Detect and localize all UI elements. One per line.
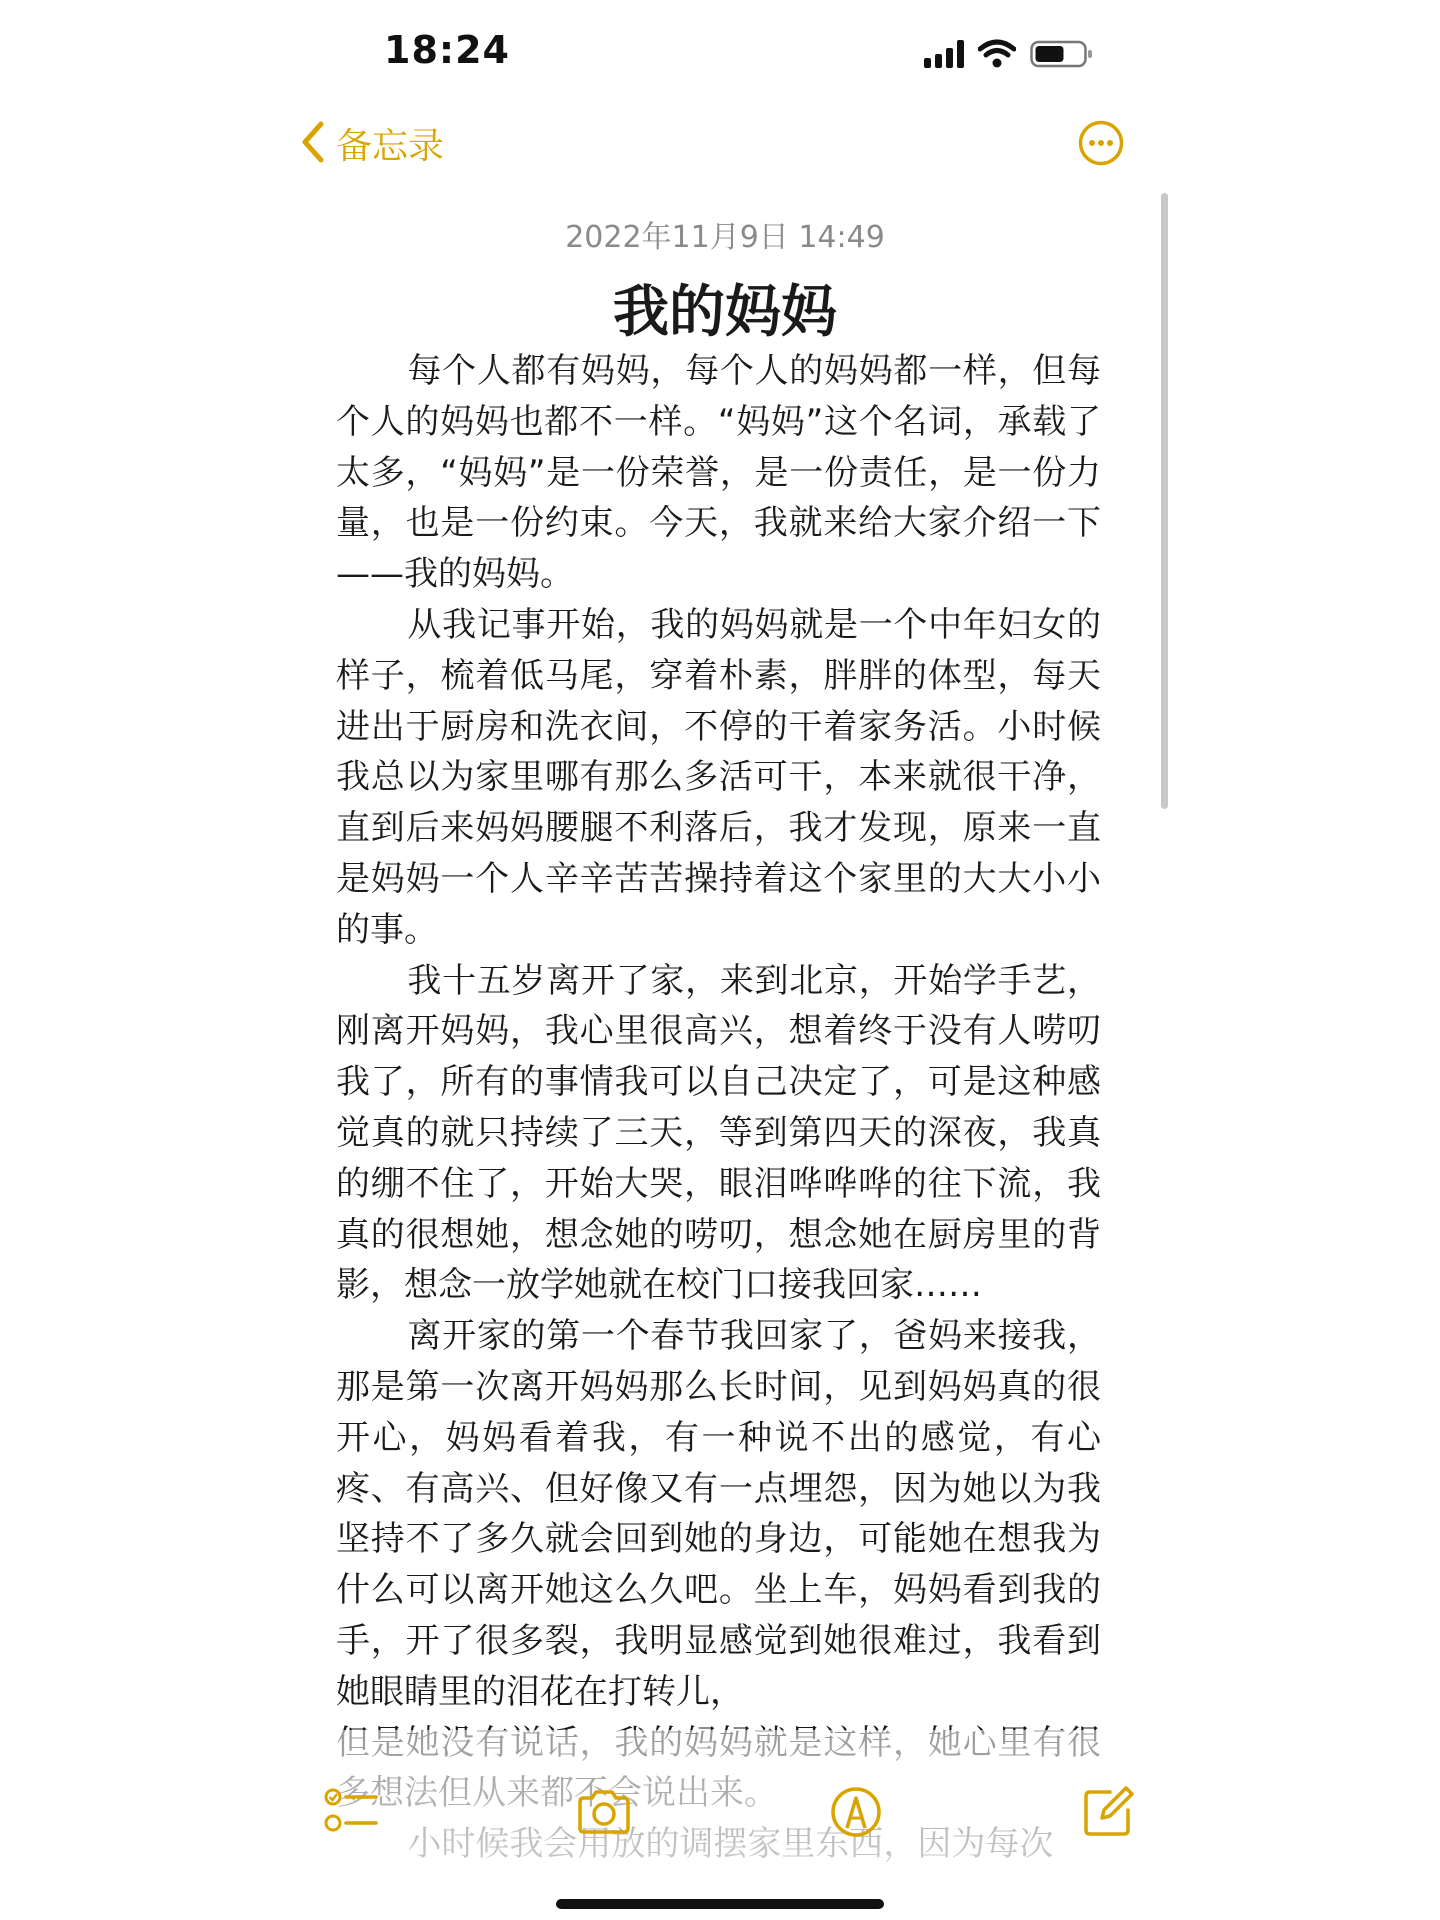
note-paragraph: 我十五岁离开了家，来到北京，开始学手艺，刚离开妈妈，我心里很高兴，想着终于没有人唠叨我了，所有的事情我可以自己决定了，可是这种感觉真的就只持续了三天，等到第四天的深夜，我真的绷不住了，开始大哭，眼泪哗哗哗的往下流，我真的很想她，想念她的唠叨，想念她在厨房里的背影，想念一放学她就在校门口接我回家……	[336, 960, 1101, 1306]
status-time: 18:24	[384, 28, 510, 72]
wifi-icon	[978, 39, 1016, 69]
markup-button[interactable]	[828, 1784, 884, 1840]
note-body[interactable]	[336, 346, 1101, 1870]
compose-icon	[1080, 1784, 1136, 1840]
battery-icon	[1030, 39, 1094, 69]
note-paragraph: 每个人都有妈妈，每个人的妈妈都一样，但每个人的妈妈也都不一样。“妈妈”这个名词，承载了太多，“妈妈”是一份荣誉，是一份责任，是一份力量，也是一份约束。今天，我就来给大家介绍一下——我的妈妈。	[336, 351, 1101, 595]
note-paragraph: 从我记事开始，我的妈妈就是一个中年妇女的样子，梳着低马尾，穿着朴素，胖胖的体型，每天进出于厨房和洗衣间，不停的干着家务活。小时候我总以为家里哪有那么多活可干，本来就很干净，直到后来妈妈腰腿不利落后，我才发现，原来一直是妈妈一个人辛辛苦苦操持着这个家里的大大小小的事。	[336, 604, 1101, 950]
markup-icon	[828, 1784, 884, 1840]
checklist-icon	[324, 1784, 380, 1840]
note-date: 2022年11月9日 14:49	[565, 220, 885, 255]
camera-button[interactable]	[576, 1784, 632, 1840]
more-button[interactable]	[1078, 120, 1124, 166]
back-button[interactable]	[300, 118, 444, 169]
note-title: 我的妈妈	[613, 280, 837, 345]
note-paragraph: 离开家的第一个春节我回家了，爸妈来接我，那是第一次离开妈妈那么长时间，见到妈妈真的很开心，妈妈看着我，有一种说不出的感觉，有心疼、有高兴、但好像又有一点埋怨，因为她以为我坚持不了多久就会回到她的身边，可能她在想我为什么可以离开她这么久吧。坐上车，妈妈看到我的手，开了很多裂，我明显感觉到她很难过，我看到她眼睛里的泪花在打转儿，	[336, 1316, 1101, 1712]
toolbar-backdrop	[0, 1730, 1440, 1920]
compose-button[interactable]	[1080, 1784, 1136, 1840]
back-label: 备忘录	[336, 126, 445, 167]
chevron-left-icon	[300, 120, 326, 168]
status-icons	[924, 34, 1094, 74]
checklist-button[interactable]	[324, 1784, 380, 1840]
home-indicator[interactable]	[556, 1899, 884, 1909]
camera-icon	[576, 1784, 632, 1840]
ellipsis-circle-icon	[1078, 151, 1124, 170]
signal-icon	[924, 40, 964, 68]
